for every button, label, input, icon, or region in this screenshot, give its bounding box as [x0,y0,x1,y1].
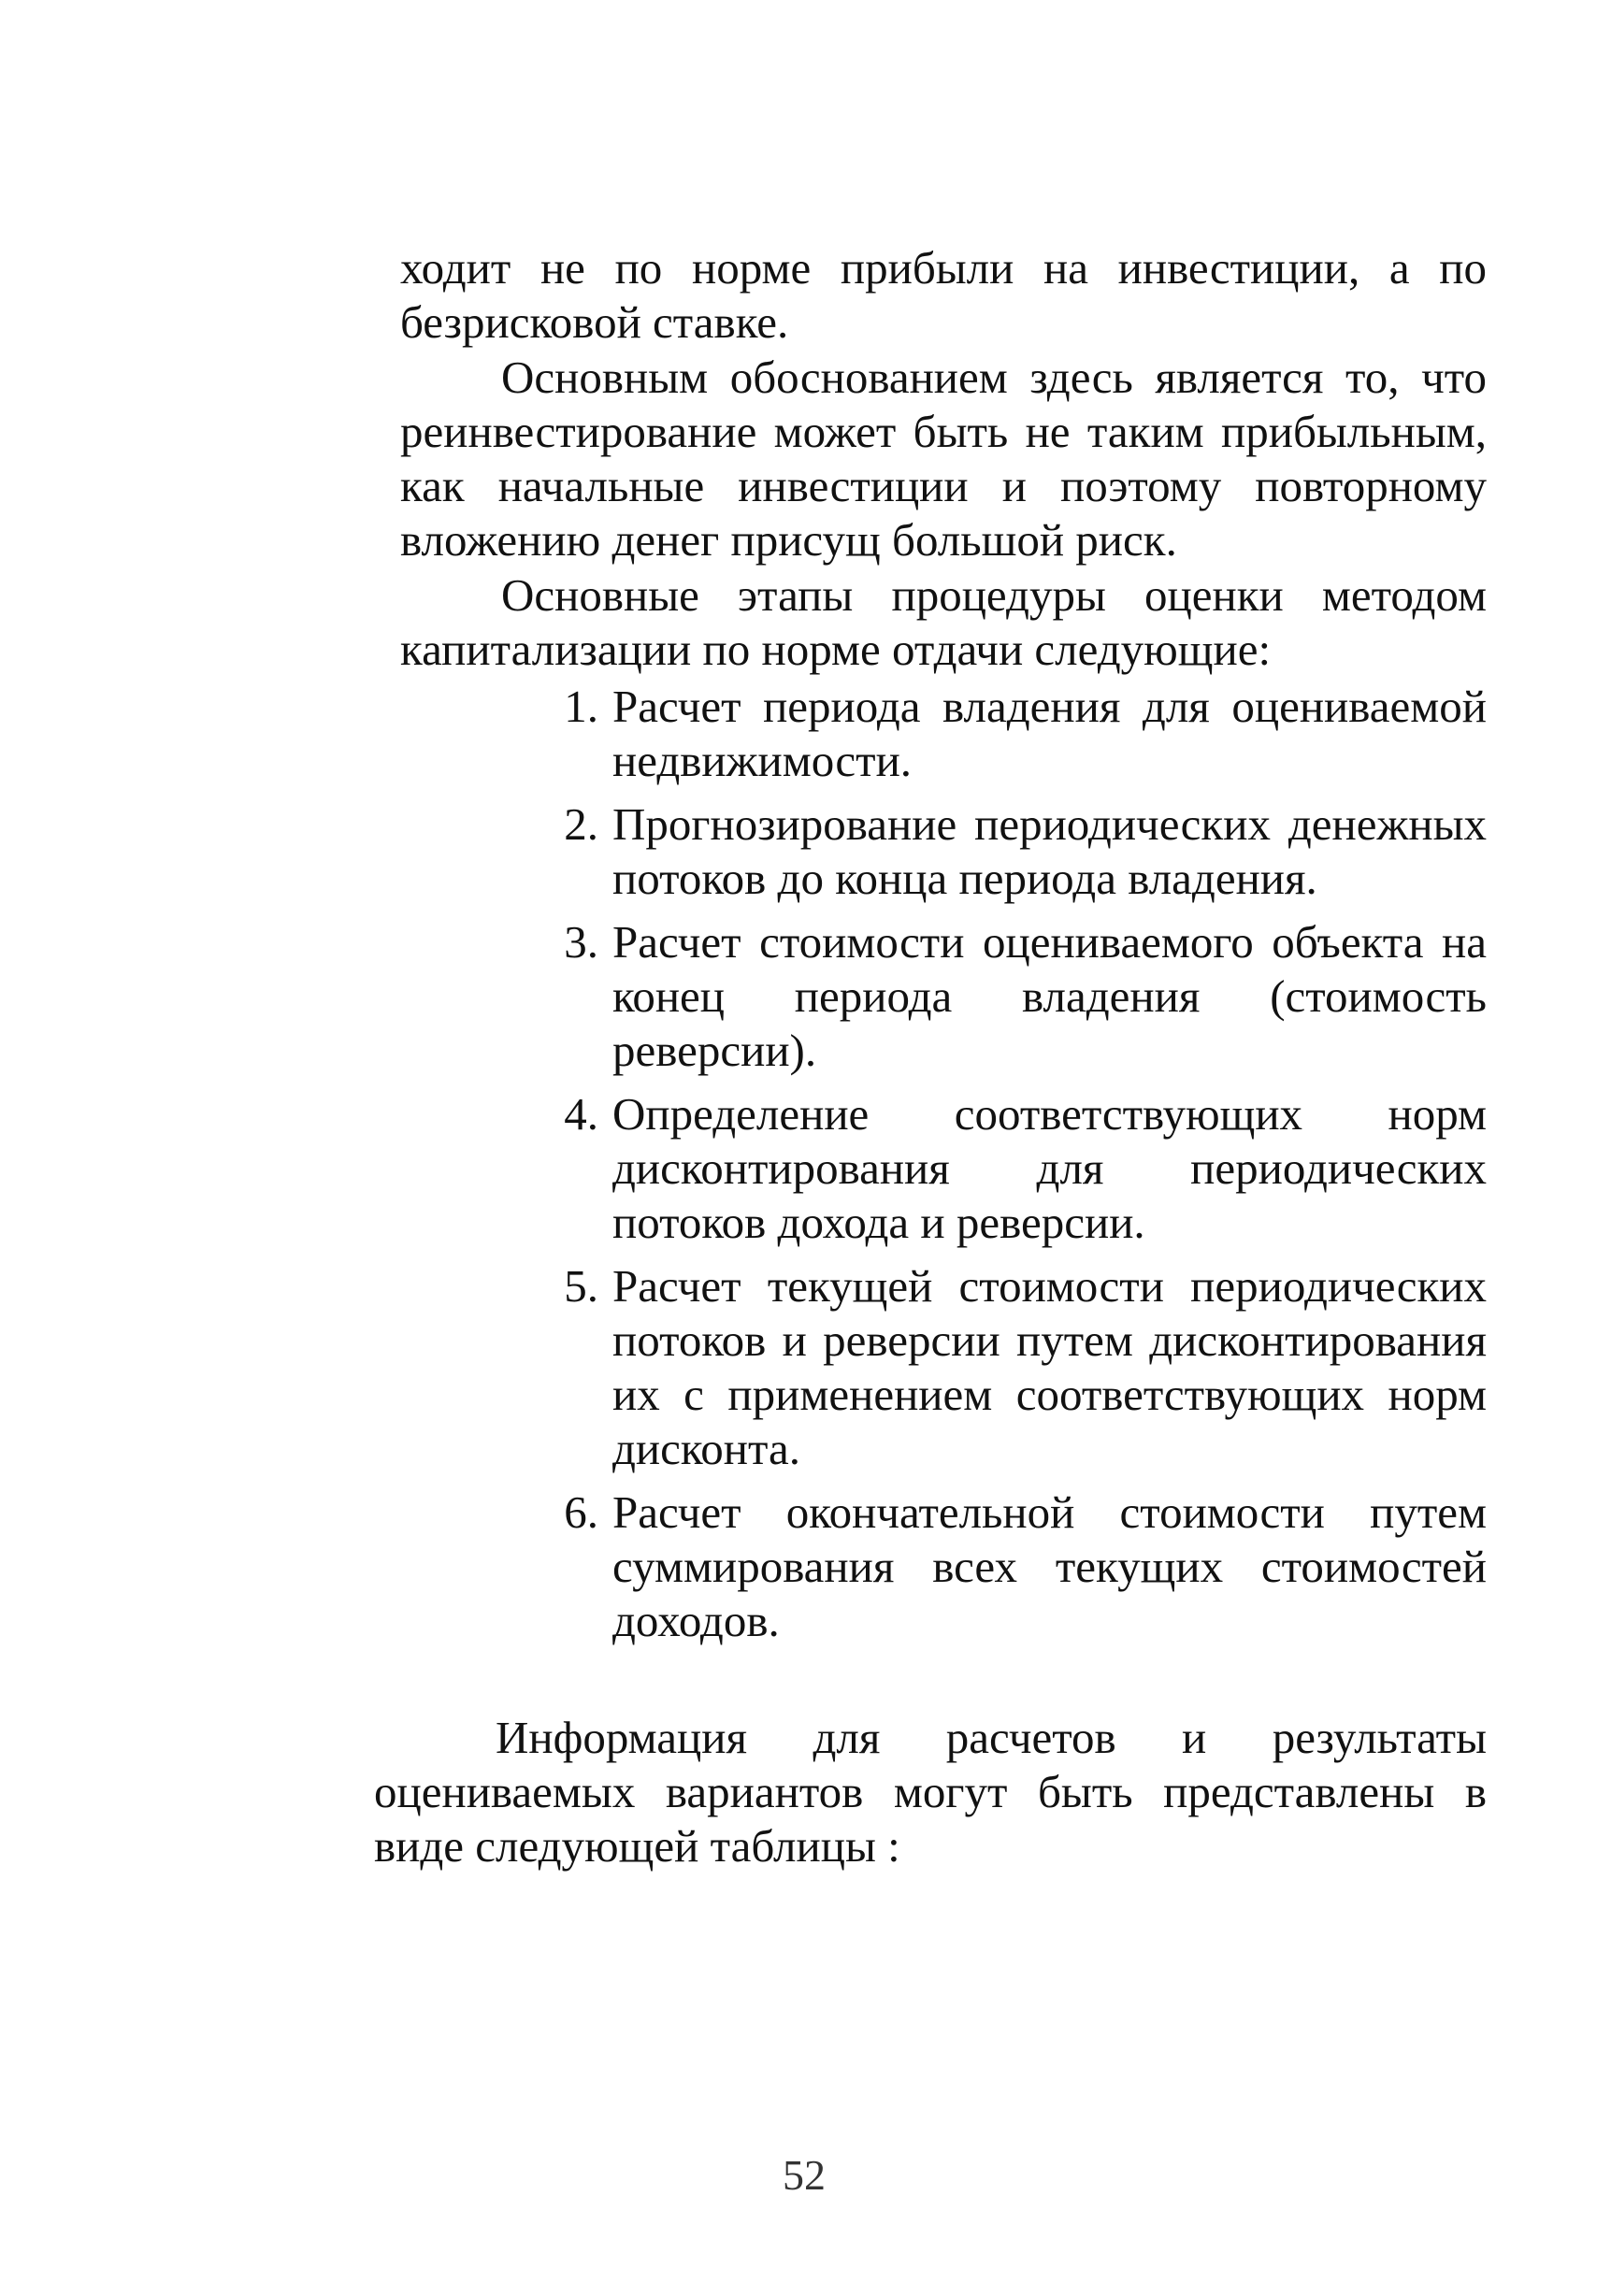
list-item [533,915,1487,1078]
procedure-steps-list [533,680,1487,1657]
list-item-text: Расчет окончательной стоимости путем суммирования всех текущих стоимостей доходов. [612,1486,1487,1646]
list-item-number: 3. [564,916,598,968]
page-number: 52 [783,2151,826,2199]
list-item-number: 1. [564,681,598,732]
list-item [533,1259,1487,1476]
paragraph-procedure-intro: Основные этапы процедуры оценки методом капитализации по норме отдачи следующие: [400,569,1487,675]
paragraph-continuation: ходит не по норме прибыли на инвестиции, а по безрисковой ставке. [400,242,1487,348]
list-item-text: Расчет текущей стоимости периодических потоков и реверсии путем дисконтирования их с применением соответствующих норм дисконта. [612,1260,1487,1474]
list-item-text: Расчет стоимости оцениваемого объекта на конец периода владения (стоимость реверсии). [612,916,1487,1076]
list-item [533,797,1487,906]
paragraph-justification: Основным обоснованием здесь является то, что реинвестирование может быть не таким прибыльным, как начальные инвестиции и поэтому повторному вложению денег присущ большой риск. [400,352,1487,566]
list-item [533,1485,1487,1648]
list-item [533,1087,1487,1250]
list-item-number: 2. [564,798,598,850]
list-item-text: Определение соответствующих норм дисконтирования для периодических потоков дохода и реверсии. [612,1088,1487,1248]
list-item-text: Прогнозирование периодических денежных потоков до конца периода владения. [612,798,1487,904]
list-item-number: 5. [564,1260,598,1312]
list-item-number: 4. [564,1088,598,1140]
list-item-number: 6. [564,1486,598,1538]
paragraph-table-intro: Информация для расчетов и результаты оцениваемых вариантов могут быть представлены в виде следующей таблицы : [374,1712,1487,1872]
list-item [533,680,1487,788]
list-item-text: Расчет периода владения для оцениваемой недвижимости. [612,681,1487,786]
